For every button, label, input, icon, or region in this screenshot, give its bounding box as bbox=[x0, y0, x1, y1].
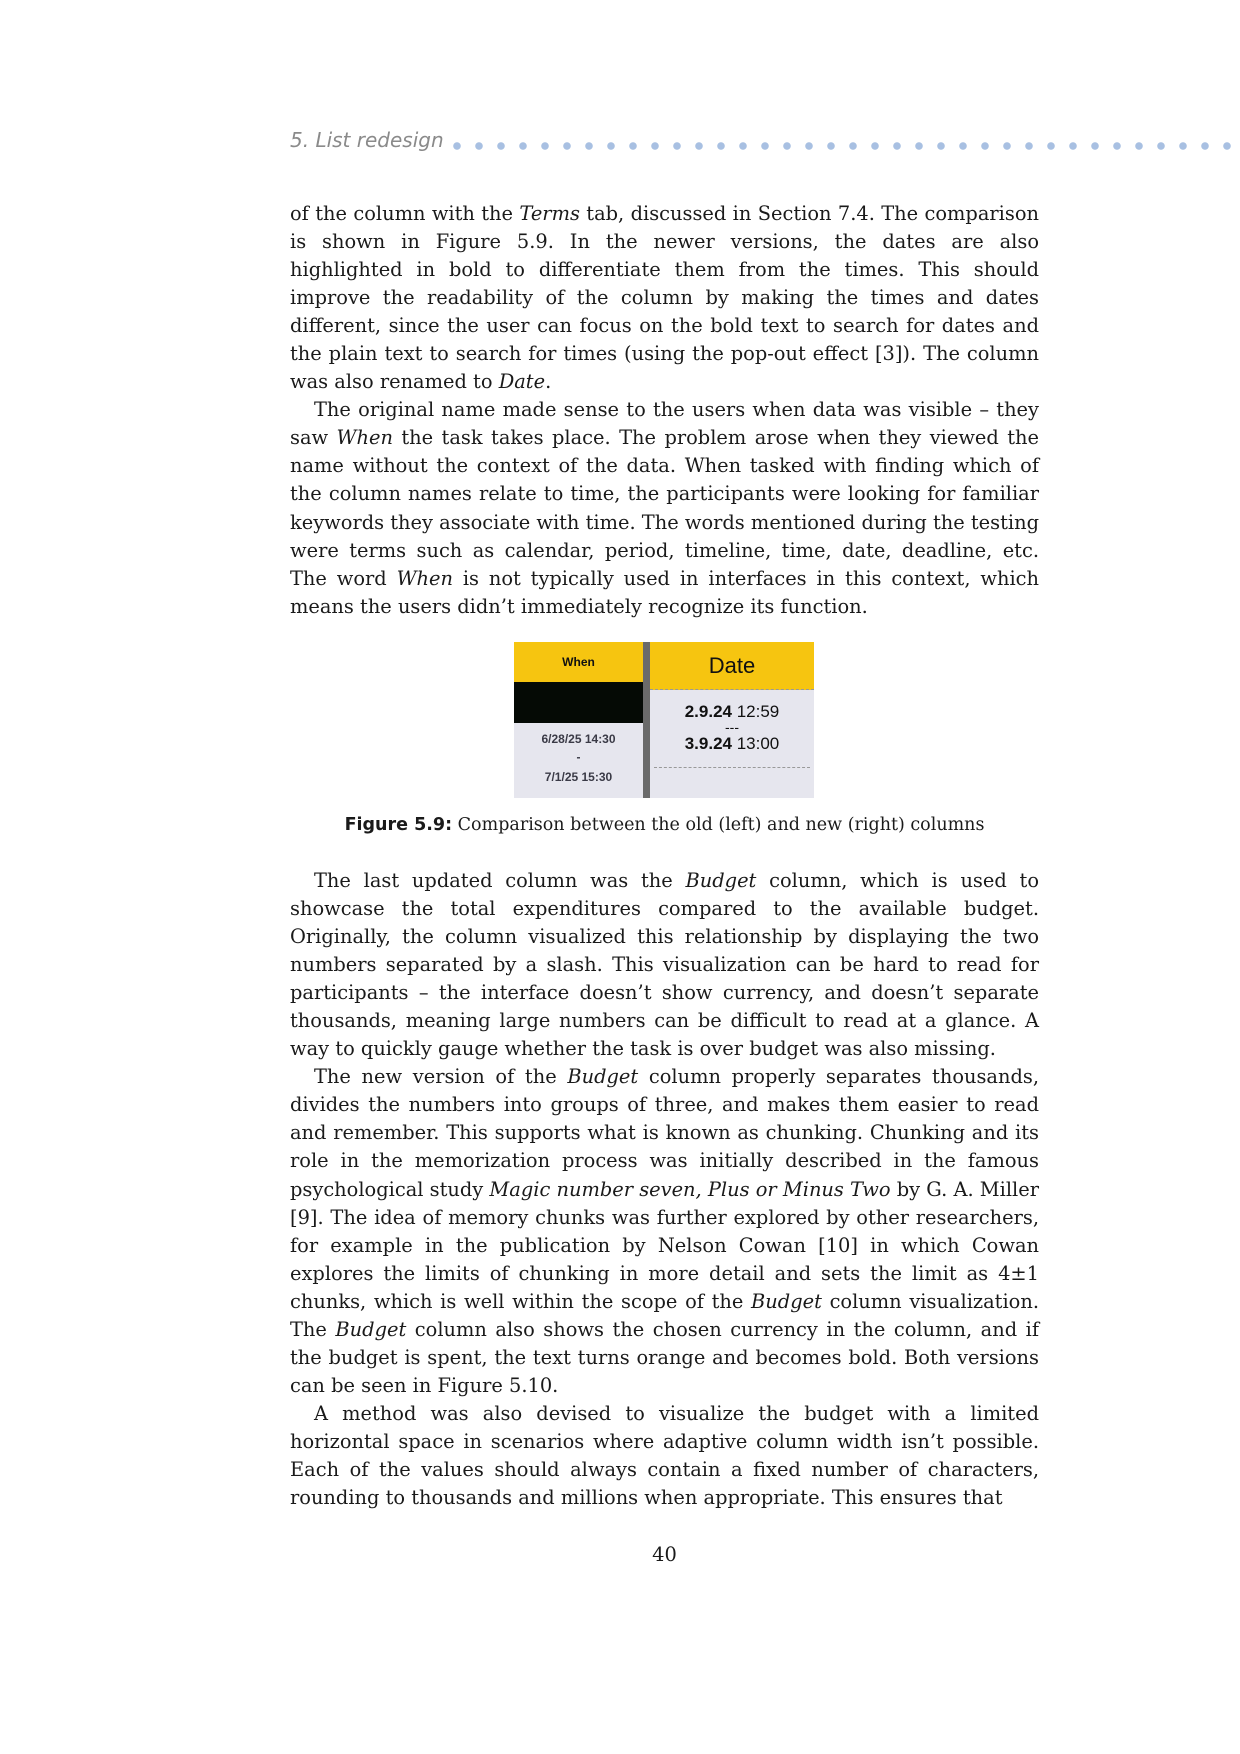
old-column-header: When bbox=[514, 642, 643, 682]
paragraph: The new version of the Budget column properly separates thousands, divides the numbers into groups of three, and makes them easier to read and remember. This supports what is known as chunking. Chunking and its role in the memorization process was initially described in the famous psychological study Magic number seven, Plus or Minus Two by G. A. Miller [9]. The idea of memory chunks was further explored by other researchers, for example in the publication by Nelson Cowan [10] in which Cowan explores the limits of chunking in more detail and sets the limit as 4±1 chunks, which is well within the scope of the Budget column visualization. The Budget column also shows the chosen currency in the column, and if the budget is spent, the text turns orange and becomes bold. Both versions can be seen in Figure 5.10. bbox=[290, 1065, 1040, 1397]
column-divider bbox=[643, 642, 650, 798]
paragraph: The last updated column was the Budget column, which is used to showcase the total expenditures compared to the available budget. Originally, the column visualized this relationship by displaying the two numbers separated by a slash. This visualization can be hard to read for participants – the interface doesn’t show currency, and doesn’t separate thousands, meaning large numbers can be difficult to read at a glance. A way to quickly gauge whether the task is over budget was also missing. bbox=[290, 869, 1039, 1061]
paragraph: of the column with the Terms tab, discussed in Section 7.4. The comparison is shown in Figure 5.9. In the newer versions, the dates are also highlighted in bold to differentiate them from the times. This should improve the readability of the column by making the times and dates different, since the user can focus on the bold text to search for dates and the plain text to search for times (using the pop-out effect [3]). The column was also renamed to Date. bbox=[290, 202, 1039, 394]
new-date-column bbox=[650, 642, 814, 798]
chapter-title: 5. List redesign bbox=[290, 128, 444, 152]
page-number: 40 bbox=[652, 1543, 677, 1566]
running-header bbox=[290, 128, 1240, 160]
figure-caption bbox=[290, 815, 1039, 835]
text-block-top bbox=[290, 200, 1039, 621]
new-column-header: Date bbox=[650, 642, 814, 690]
caption-label: Figure 5.9: bbox=[344, 815, 453, 835]
text-block-bottom bbox=[290, 867, 1039, 1512]
caption-text: Comparison between the old (left) and new (right) columns bbox=[457, 815, 985, 835]
old-column-black-cell bbox=[514, 682, 643, 723]
old-separator: - bbox=[576, 750, 581, 764]
old-when-column bbox=[514, 642, 643, 798]
new-start-datetime: 2.9.24 12:59 bbox=[684, 702, 780, 721]
new-separator: --- bbox=[725, 719, 739, 735]
figure-5-9 bbox=[514, 642, 814, 798]
old-end-date: 7/1/25 15:30 bbox=[544, 770, 613, 784]
old-start-date: 6/28/25 14:30 bbox=[541, 732, 616, 746]
paragraph: A method was also devised to visualize the budget with a limited horizontal space in scenarios where adaptive column width isn’t possible. Each of the values should always contain a fixed number of characters, rounding to thousands and millions when appropriate. This ensures that bbox=[290, 1401, 1039, 1510]
paragraph: The original name made sense to the users when data was visible – they saw When the task takes place. The problem arose when they viewed the name without the context of the data. When tasked with finding which of the column names relate to time, the participants were looking for familiar keywords they associate with time. The words mentioned during the testing were terms such as calendar, period, timeline, time, date, deadline, etc. The word When is not typically used in interfaces in this context, which means the users didn’t immediately recognize its function. bbox=[290, 398, 1040, 618]
new-column-dotted-rule bbox=[654, 767, 810, 768]
header-dotted-rule bbox=[446, 142, 1240, 150]
new-end-datetime: 3.9.24 13:00 bbox=[684, 734, 780, 753]
